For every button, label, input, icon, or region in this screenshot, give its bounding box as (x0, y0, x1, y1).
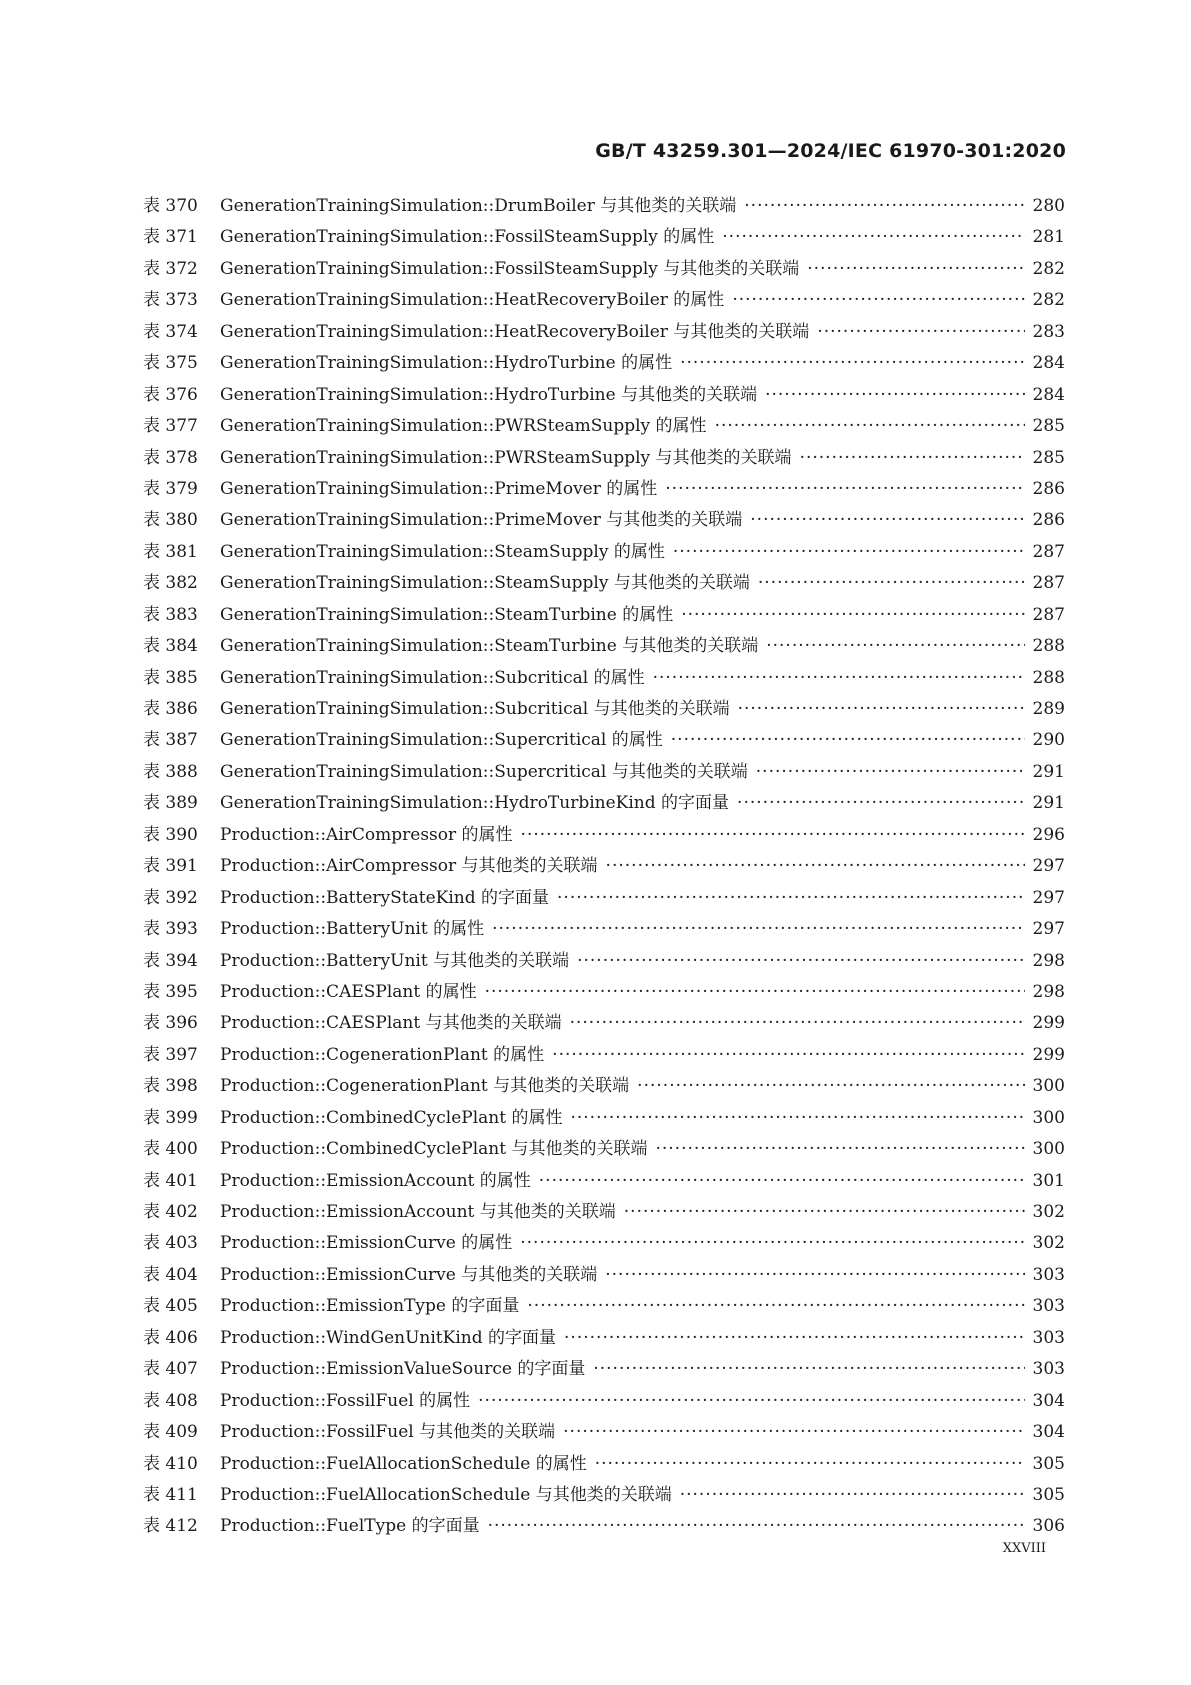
toc-entry-title: Production::BatteryUnit 的属性 (220, 919, 485, 940)
toc-entry-page-number: 284 (1032, 353, 1065, 374)
toc-entry-title: Production::EmissionCurve 的属性 (220, 1233, 513, 1254)
toc-entry[interactable] (143, 1013, 1065, 1044)
toc-entry-title: Production::EmissionAccount 的属性 (220, 1170, 531, 1191)
toc-entry[interactable] (143, 416, 1065, 447)
toc-entry-table-number: 表 382 (143, 573, 198, 594)
toc-entry-page-number: 298 (1032, 981, 1065, 1002)
toc-entry-table-number: 表 370 (143, 196, 198, 216)
toc-entry-table-number: 表 392 (143, 887, 198, 908)
toc-entry-page-number: 287 (1032, 604, 1065, 625)
dot-leader (539, 1171, 1025, 1191)
toc-entry[interactable] (143, 888, 1065, 919)
toc-entry-title: GenerationTrainingSimulation::HydroTurbineKind 的字面量 (220, 793, 730, 814)
toc-entry-page-number: 299 (1032, 1013, 1065, 1034)
toc-entry-page-number: 288 (1032, 667, 1065, 688)
toc-entry-title: Production::AirCompressor 的属性 (220, 824, 513, 845)
dot-leader (552, 1045, 1025, 1065)
dot-leader (570, 1108, 1025, 1128)
toc-entry[interactable] (143, 1265, 1065, 1296)
toc-entry-page-number: 289 (1032, 699, 1065, 719)
toc-entry-table-number: 表 412 (143, 1516, 198, 1537)
toc-entry-table-number: 表 399 (143, 1107, 198, 1128)
toc-entry-table-number: 表 401 (143, 1170, 198, 1191)
toc-entry-page-number: 299 (1032, 1044, 1065, 1065)
toc-entry-table-number: 表 373 (143, 290, 198, 311)
toc-entry-page-number: 287 (1032, 573, 1065, 594)
toc-entry[interactable] (143, 259, 1065, 290)
toc-entry-title: GenerationTrainingSimulation::PWRSteamSupply 与其他类的关联端 (220, 447, 792, 468)
toc-entry-page-number: 300 (1032, 1139, 1065, 1160)
dot-leader (758, 573, 1025, 593)
toc-entry-title: Production::FossilFuel 的属性 (220, 1390, 471, 1411)
toc-entry-table-number: 表 402 (143, 1202, 198, 1222)
toc-entry[interactable] (143, 1076, 1065, 1107)
toc-entry-title: GenerationTrainingSimulation::Subcritical 与其他类的关联端 (220, 699, 730, 719)
toc-entry[interactable] (143, 1045, 1065, 1076)
dot-leader (807, 259, 1025, 279)
dot-leader (557, 888, 1025, 908)
table-of-contents (143, 196, 1065, 1548)
toc-entry-page-number: 291 (1032, 793, 1065, 814)
toc-entry-table-number: 表 390 (143, 824, 198, 845)
toc-entry-title: GenerationTrainingSimulation::HeatRecoveryBoiler 的属性 (220, 290, 725, 311)
toc-entry-page-number: 284 (1032, 384, 1065, 405)
toc-entry-table-number: 表 374 (143, 321, 198, 342)
toc-entry[interactable] (143, 573, 1065, 604)
toc-entry-table-number: 表 409 (143, 1422, 198, 1443)
toc-entry-table-number: 表 381 (143, 541, 198, 562)
toc-entry-title: GenerationTrainingSimulation::Supercritical 与其他类的关联端 (220, 761, 748, 782)
dot-leader (478, 1391, 1025, 1411)
dot-leader (715, 416, 1025, 436)
toc-entry[interactable] (143, 825, 1065, 856)
dot-leader (564, 1328, 1025, 1348)
toc-entry-page-number: 286 (1032, 478, 1065, 499)
toc-entry-table-number: 表 411 (143, 1484, 198, 1505)
toc-entry-page-number: 303 (1032, 1327, 1065, 1348)
toc-entry-title: Production::WindGenUnitKind 的字面量 (220, 1327, 557, 1348)
toc-entry[interactable] (143, 1171, 1065, 1202)
document-header: GB/T 43259.301—2024/IEC 61970-301:2020 (595, 140, 1066, 162)
toc-entry-title: GenerationTrainingSimulation::HeatRecoveryBoiler 与其他类的关联端 (220, 321, 810, 342)
dot-leader (737, 793, 1025, 813)
dot-leader (520, 1233, 1025, 1253)
toc-entry[interactable] (143, 479, 1065, 510)
toc-entry-page-number: 286 (1032, 510, 1065, 531)
toc-entry-table-number: 表 391 (143, 856, 198, 877)
toc-entry[interactable] (143, 605, 1065, 636)
toc-entry[interactable] (143, 1296, 1065, 1327)
dot-leader (756, 762, 1025, 782)
toc-entry-title: GenerationTrainingSimulation::FossilSteamSupply 的属性 (220, 227, 715, 248)
dot-leader (722, 227, 1025, 247)
dot-leader (750, 510, 1025, 530)
dot-leader (665, 479, 1025, 499)
toc-entry-table-number: 表 384 (143, 636, 198, 657)
dot-leader (605, 1265, 1025, 1285)
toc-entry[interactable] (143, 322, 1065, 353)
toc-entry-title: Production::EmissionValueSource 的字面量 (220, 1359, 586, 1380)
toc-entry-title: GenerationTrainingSimulation::HydroTurbine 的属性 (220, 353, 673, 374)
toc-entry[interactable] (143, 290, 1065, 321)
toc-entry-page-number: 291 (1032, 761, 1065, 782)
toc-entry-table-number: 表 400 (143, 1139, 198, 1160)
toc-entry-title: GenerationTrainingSimulation::FossilSteamSupply 与其他类的关联端 (220, 258, 800, 279)
toc-entry-page-number: 303 (1032, 1264, 1065, 1285)
toc-entry[interactable] (143, 385, 1065, 416)
dot-leader (570, 1013, 1025, 1033)
dot-leader (738, 699, 1025, 719)
toc-entry-title: Production::CombinedCyclePlant 与其他类的关联端 (220, 1139, 648, 1160)
dot-leader (624, 1202, 1025, 1222)
toc-entry-title: GenerationTrainingSimulation::SteamTurbine 与其他类的关联端 (220, 636, 759, 657)
dot-leader (744, 196, 1025, 216)
toc-entry-title: GenerationTrainingSimulation::HydroTurbine 与其他类的关联端 (220, 384, 758, 405)
dot-leader (637, 1076, 1025, 1096)
toc-entry-title: GenerationTrainingSimulation::SteamSupply 的属性 (220, 541, 665, 562)
toc-entry-title: Production::CogenerationPlant 与其他类的关联端 (220, 1076, 630, 1097)
toc-entry-page-number: 287 (1032, 541, 1065, 562)
toc-entry-page-number: 300 (1032, 1107, 1065, 1128)
toc-entry-page-number: 283 (1032, 321, 1065, 342)
dot-leader (563, 1422, 1025, 1442)
toc-entry-table-number: 表 385 (143, 667, 198, 688)
toc-entry[interactable] (143, 1139, 1065, 1170)
toc-entry-table-number: 表 407 (143, 1359, 198, 1380)
toc-entry-title: Production::CAESPlant 与其他类的关联端 (220, 1013, 562, 1034)
toc-entry[interactable] (143, 448, 1065, 479)
toc-entry[interactable] (143, 856, 1065, 887)
toc-entry[interactable] (143, 542, 1065, 573)
dot-leader (606, 856, 1025, 876)
toc-entry-table-number: 表 371 (143, 227, 198, 248)
toc-entry[interactable] (143, 1391, 1065, 1422)
toc-entry-table-number: 表 375 (143, 353, 198, 374)
toc-entry-title: GenerationTrainingSimulation::SteamTurbine 的属性 (220, 604, 674, 625)
toc-entry-table-number: 表 383 (143, 604, 198, 625)
toc-entry-table-number: 表 395 (143, 981, 198, 1002)
dot-leader (488, 1516, 1025, 1536)
toc-entry-title: GenerationTrainingSimulation::DrumBoiler 与其他类的关联端 (220, 196, 737, 216)
toc-entry-title: Production::FuelAllocationSchedule 的属性 (220, 1453, 587, 1474)
toc-entry[interactable] (143, 1108, 1065, 1139)
toc-entry-page-number: 285 (1032, 416, 1065, 437)
toc-entry-page-number: 305 (1032, 1453, 1065, 1474)
toc-entry-title: Production::EmissionCurve 与其他类的关联端 (220, 1264, 598, 1285)
toc-entry-table-number: 表 376 (143, 384, 198, 405)
dot-leader (492, 919, 1025, 939)
toc-entry-page-number: 296 (1032, 824, 1065, 845)
toc-entry-page-number: 305 (1032, 1484, 1065, 1505)
toc-entry[interactable] (143, 1359, 1065, 1390)
toc-entry-page-number: 297 (1032, 919, 1065, 940)
toc-entry-table-number: 表 398 (143, 1076, 198, 1097)
toc-entry-page-number: 304 (1032, 1390, 1065, 1411)
toc-entry-table-number: 表 408 (143, 1390, 198, 1411)
dot-leader (577, 951, 1025, 971)
toc-entry-title: Production::FuelType 的字面量 (220, 1516, 480, 1537)
toc-entry-page-number: 282 (1032, 258, 1065, 279)
toc-entry[interactable] (143, 730, 1065, 761)
dot-leader (521, 825, 1025, 845)
toc-entry-title: GenerationTrainingSimulation::Supercritical 的属性 (220, 730, 663, 751)
toc-entry-page-number: 302 (1032, 1233, 1065, 1254)
toc-entry-title: GenerationTrainingSimulation::PrimeMover 与其他类的关联端 (220, 510, 743, 531)
dot-leader (800, 448, 1025, 468)
toc-entry-page-number: 285 (1032, 447, 1065, 468)
toc-entry-title: Production::EmissionType 的字面量 (220, 1296, 520, 1317)
toc-entry-page-number: 303 (1032, 1359, 1065, 1380)
toc-entry-page-number: 297 (1032, 887, 1065, 908)
toc-entry[interactable] (143, 1516, 1065, 1547)
toc-entry-table-number: 表 388 (143, 761, 198, 782)
toc-entry[interactable] (143, 699, 1065, 730)
toc-entry-title: Production::BatteryUnit 与其他类的关联端 (220, 950, 570, 971)
toc-entry-page-number: 301 (1032, 1170, 1065, 1191)
toc-entry[interactable] (143, 227, 1065, 258)
dot-leader (681, 605, 1025, 625)
toc-entry-page-number: 288 (1032, 636, 1065, 657)
toc-entry-table-number: 表 389 (143, 793, 198, 814)
toc-entry[interactable] (143, 1328, 1065, 1359)
toc-entry-title: Production::BatteryStateKind 的字面量 (220, 887, 550, 908)
toc-entry-table-number: 表 378 (143, 447, 198, 468)
toc-entry-title: Production::CogenerationPlant 的属性 (220, 1044, 545, 1065)
page-number: XXVIII (1002, 1541, 1046, 1556)
toc-entry-table-number: 表 405 (143, 1296, 198, 1317)
toc-entry-page-number: 303 (1032, 1296, 1065, 1317)
dot-leader (765, 385, 1025, 405)
toc-entry-table-number: 表 379 (143, 478, 198, 499)
toc-entry-page-number: 304 (1032, 1422, 1065, 1443)
toc-entry-table-number: 表 372 (143, 258, 198, 279)
toc-entry-table-number: 表 393 (143, 919, 198, 940)
toc-entry-title: Production::CAESPlant 的属性 (220, 981, 477, 1002)
toc-entry-page-number: 298 (1032, 950, 1065, 971)
toc-entry-page-number: 290 (1032, 730, 1065, 751)
dot-leader (653, 668, 1025, 688)
dot-leader (671, 730, 1025, 750)
dot-leader (655, 1139, 1025, 1159)
toc-entry-table-number: 表 406 (143, 1327, 198, 1348)
toc-entry-page-number: 302 (1032, 1202, 1065, 1222)
toc-entry-title: Production::CombinedCyclePlant 的属性 (220, 1107, 563, 1128)
toc-entry-title: Production::AirCompressor 与其他类的关联端 (220, 856, 598, 877)
toc-entry[interactable] (143, 1202, 1065, 1233)
toc-entry[interactable] (143, 196, 1065, 227)
dot-leader (732, 290, 1025, 310)
toc-entry-table-number: 表 386 (143, 699, 198, 719)
toc-entry-title: GenerationTrainingSimulation::Subcritical 的属性 (220, 667, 645, 688)
toc-entry-table-number: 表 403 (143, 1233, 198, 1254)
toc-entry[interactable] (143, 668, 1065, 699)
toc-entry-table-number: 表 380 (143, 510, 198, 531)
toc-entry-table-number: 表 397 (143, 1044, 198, 1065)
toc-entry-title: Production::FuelAllocationSchedule 与其他类的关联端 (220, 1484, 672, 1505)
toc-entry-title: Production::FossilFuel 与其他类的关联端 (220, 1422, 556, 1443)
toc-entry[interactable] (143, 353, 1065, 384)
toc-entry[interactable] (143, 793, 1065, 824)
toc-entry-page-number: 281 (1032, 227, 1065, 248)
dot-leader (593, 1359, 1025, 1379)
toc-entry-table-number: 表 394 (143, 950, 198, 971)
toc-entry[interactable] (143, 636, 1065, 667)
toc-entry-page-number: 282 (1032, 290, 1065, 311)
toc-entry[interactable] (143, 951, 1065, 982)
toc-entry-page-number: 297 (1032, 856, 1065, 877)
dot-leader (595, 1454, 1025, 1474)
toc-entry[interactable] (143, 510, 1065, 541)
toc-entry[interactable] (143, 982, 1065, 1013)
dot-leader (527, 1296, 1025, 1316)
toc-entry-title: GenerationTrainingSimulation::PrimeMover 的属性 (220, 478, 658, 499)
toc-entry[interactable] (143, 1485, 1065, 1516)
toc-entry-title: GenerationTrainingSimulation::SteamSupply 与其他类的关联端 (220, 573, 750, 594)
toc-entry-table-number: 表 387 (143, 730, 198, 751)
dot-leader (817, 322, 1025, 342)
toc-entry-table-number: 表 396 (143, 1013, 198, 1034)
toc-entry[interactable] (143, 762, 1065, 793)
toc-entry[interactable] (143, 1422, 1065, 1453)
toc-entry-table-number: 表 410 (143, 1453, 198, 1474)
dot-leader (766, 636, 1025, 656)
toc-entry[interactable] (143, 919, 1065, 950)
toc-entry-page-number: 280 (1032, 196, 1065, 216)
toc-entry-title: GenerationTrainingSimulation::PWRSteamSupply 的属性 (220, 416, 707, 437)
toc-entry-table-number: 表 404 (143, 1264, 198, 1285)
dot-leader (680, 1485, 1025, 1505)
toc-entry-page-number: 306 (1032, 1516, 1065, 1537)
dot-leader (680, 353, 1025, 373)
dot-leader (485, 982, 1025, 1002)
toc-entry[interactable] (143, 1454, 1065, 1485)
toc-entry-table-number: 表 377 (143, 416, 198, 437)
toc-entry-page-number: 300 (1032, 1076, 1065, 1097)
toc-entry[interactable] (143, 1233, 1065, 1264)
dot-leader (673, 542, 1025, 562)
toc-entry-title: Production::EmissionAccount 与其他类的关联端 (220, 1202, 616, 1222)
